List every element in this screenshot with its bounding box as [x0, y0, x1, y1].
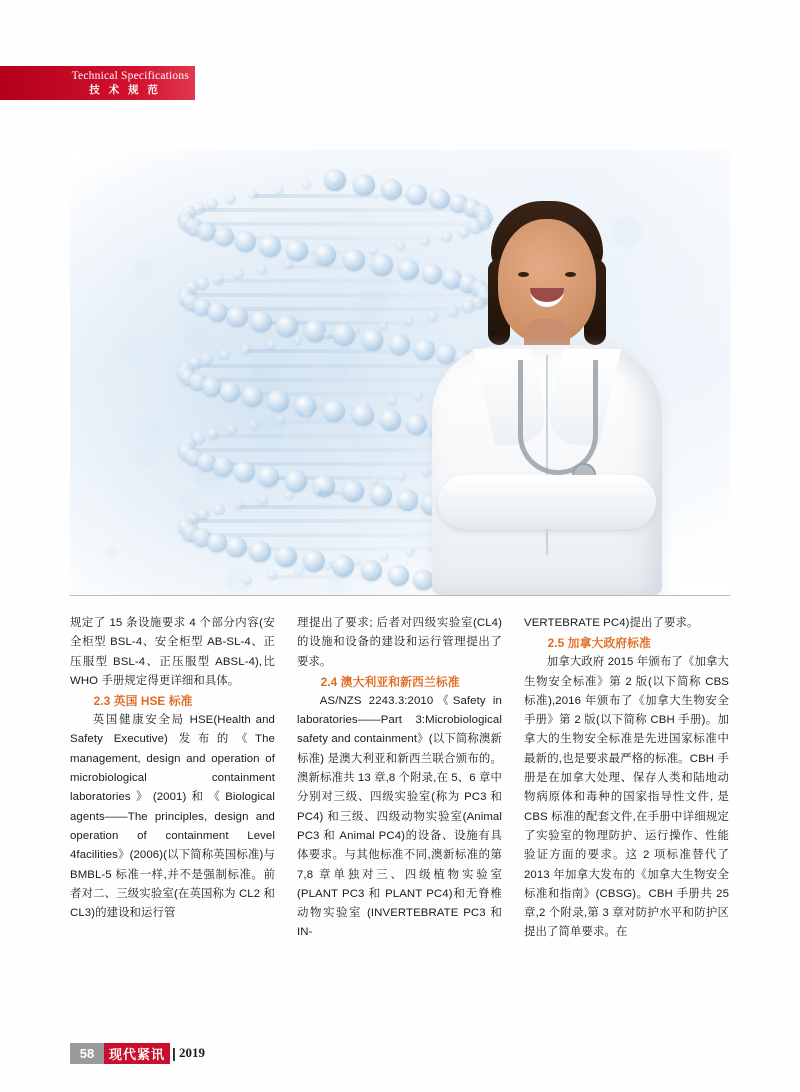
header-label-cn: 技 术 规 范 — [89, 83, 161, 96]
article-column — [297, 614, 502, 1002]
doctor-folded-arms — [438, 475, 656, 529]
header-label-en: Technical Specifications — [71, 69, 189, 82]
doctor-eye-left — [518, 272, 529, 277]
body-paragraph: AS/NZS 2243.3:2010《Safety in laboratories——Part 3:Microbiological safety and containment》(以下简称澳新标准) 是澳大利亚和新西兰联合颁布的。澳新标准共 13 章,8 个附录,在 5、6 章中分别对三级、四级实验室(称为 PC3 和 PC4) 和三级、四级动物实验室(Animal PC3 和 Animal PC4)的设备、设施有具体要求。与其他标准不同,澳新标准的第 7,8 章单独对三、四级植物实验室(PLANT PC3 和 PLANT PC4)和无脊椎动物实验室 (INVERTEBRATE PC3 和 IN- — [297, 694, 502, 939]
section-header-badge — [0, 66, 195, 100]
article-columns — [70, 614, 730, 1002]
page-number: 58 — [70, 1043, 104, 1064]
body-paragraph: 英国健康安全局 HSE(Health and Safety Executive) 发布的《The management, design and operation of microbiological containment laboratories》(2001)和《Biological agents——The principles, design and operation of containment Level 4facilities》(2006)(以下简称英国标准)与 BMBL-5 标准一样,并不是强制标准。前者对二、三级实验室(在英国称为 CL2 和 CL3)的建设和运行管 — [70, 714, 275, 920]
doctor-eye-right — [565, 272, 576, 277]
page-footer — [70, 1042, 205, 1064]
article-column — [524, 614, 729, 1002]
footer-separator: | — [172, 1045, 176, 1061]
body-paragraph: VERTEBRATE PC4)提出了要求。 — [524, 617, 699, 629]
section-heading: 2.5 加拿大政府标准 — [547, 636, 651, 651]
footer-year: 2019 — [178, 1045, 205, 1060]
body-paragraph: 理提出了要求; 后者对四级实验室(CL4)的设施和设备的建设和运行管理提出了要求。 — [297, 617, 502, 668]
hero-divider — [70, 595, 730, 596]
body-paragraph: 加拿大政府 2015 年颁布了《加拿大生物安全标准》第 2 版(以下简称 CBS 标准),2016 年颁布了《加拿大生物安全手册》第 2 版(以下简称 CBH 手册)。加拿大的生物安全标准是先进国家标准中最新的,也是要求最严格的标准。CBH 手册是在加拿大处理、保存人类和陆地动物病原体和毒种的国家指导性文件, 是 CBS 标准的配套文件,在手册中详细规定了实验室的物理防护、运行操作、性能验证方面的要求。这 2 项标准替代了 2013 年加拿大发布的《加拿大生物安全标准和指南》(CBSG)。CBH 手册共 25 章,2 个附录,第 3 章对防护水平和防护区提出了简单要求。在 — [524, 656, 729, 939]
doctor-figure — [422, 200, 672, 595]
hero-image — [70, 150, 730, 595]
section-heading: 2.3 英国 HSE 标准 — [93, 694, 193, 709]
article-column — [70, 614, 275, 1002]
stethoscope-tube — [518, 360, 598, 475]
section-heading: 2.4 澳大利亚和新西兰标准 — [320, 674, 460, 689]
journal-title: 现代紧讯 — [104, 1043, 170, 1064]
body-paragraph: 规定了 15 条设施要求 4 个部分内容(安全柜型 BSL-4、安全柜型 AB-SL-4、正压服型 BSL-4、正压服型 ABSL-4),比 WHO 手册规定得更详细和具体。 — [70, 617, 275, 687]
